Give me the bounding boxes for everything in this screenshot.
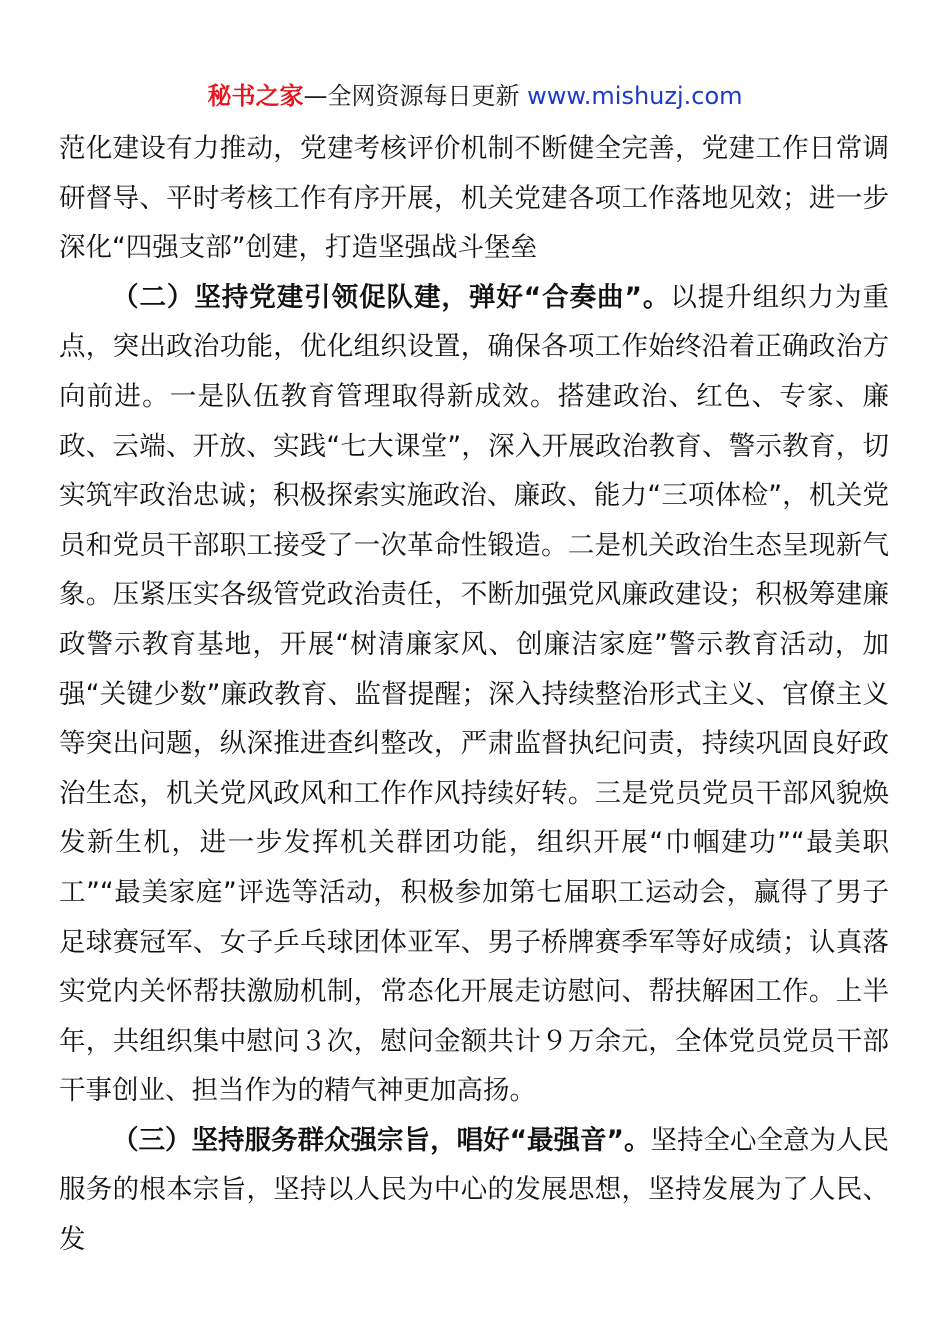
paragraph-continuation [59,124,889,273]
paragraph-section-3 [59,1116,889,1265]
document-body [59,124,889,1265]
paragraph-text: 坚持全心全意为人民服务的根本宗旨，坚持以人民为中心的发展思想，坚持发展为了人民、发 [59,1124,889,1256]
section-heading: （三）坚持服务群众强宗旨，唱好“最强音”。 [112,1124,651,1156]
site-url[interactable]: www.mishuzj.com [527,82,743,110]
site-header [0,80,950,112]
header-tagline: —全网资源每日更新 [303,82,520,110]
section-heading: （二）坚持党建引领促队建，弹好“合奏曲”。 [112,281,671,313]
paragraph-section-2 [59,273,889,1116]
brand-name: 秘书之家 [207,82,304,110]
paragraph-text: 以提升组织力为重点，突出政治功能，优化组织设置，确保各项工作始终沿着正确政治方向前进。一是队伍教育管理取得新成效。搭建政治、红色、专家、廉政、云端、开放、实践“七大课堂”，深入开展政治教育、警示教育，切实筑牢政治忠诚；积极探索实施政治、廉政、能力“三项体检”，机关党员和党员干部职工接受了一次革命性锻造。二是机关政治生态呈现新气象。压紧压实各级管党政治责任，不断加强党风廉政建设；积极筹建廉政警示教育基地，开展“树清廉家风、创廉洁家庭”警示教育活动，加强“关键少数”廉政教育、监督提醒；深入持续整治形式主义、官僚主义等突出问题，纵深推进查纠整改，严肃监督执纪问责，持续巩固良好政治生态，机关党风政风和工作作风持续好转。三是党员党员干部风貌焕发新生机，进一步发挥机关群团功能，组织开展“巾帼建功”“最美职工”“最美家庭”评选等活动，积极参加第七届职工运动会，赢得了男子足球赛冠军、女子乒乓球团体亚军、男子桥牌赛季军等好成绩；认真落实党内关怀帮扶激励机制，常态化开展走访慰问、帮扶解困工作。上半年，共组织集中慰问３次，慰问金额共计９万余元，全体党员党员干部干事创业、担当作为的精气神更加高扬。 [59,281,889,1107]
paragraph-text: 范化建设有力推动，党建考核评价机制不断健全完善，党建工作日常调研督导、平时考核工作有序开展，机关党建各项工作落地见效；进一步深化“四强支部”创建，打造坚强战斗堡垒 [59,133,889,264]
